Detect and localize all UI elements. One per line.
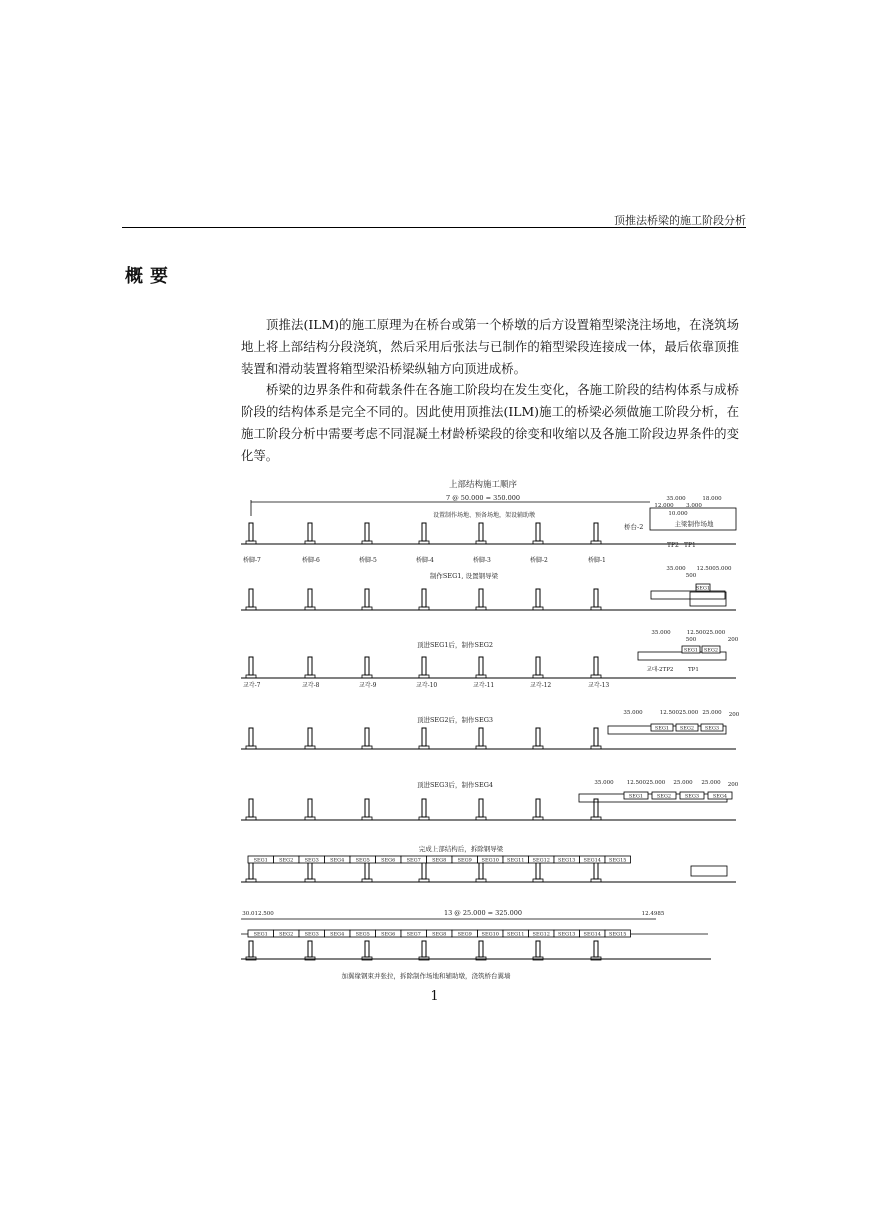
stage6-caption: 完成上部结构后，拆除钢导梁 [418, 845, 504, 853]
stage6-seg-3-label: SEG3 [304, 857, 319, 864]
stage4-pier-1 [249, 728, 253, 746]
header-rule [122, 227, 746, 228]
stage6-pier-5 [479, 861, 483, 879]
stage6-seg-14-label: SEG14 [583, 857, 601, 864]
pier-label-1: 桥脚-7 [243, 557, 261, 564]
span-dimension: 7 @ 50.000 = 350.000 [446, 494, 520, 502]
stage7-seg-14-label: SEG14 [583, 931, 601, 938]
stage4-pier-7 [594, 728, 598, 746]
stage3-caption: 顶进SEG1后，制作SEG2 [416, 641, 494, 649]
yard-dim-1: 35.000 [666, 496, 686, 502]
stage7-seg-6-label: SEG6 [381, 931, 396, 938]
stage1-caption: 设置制作场地、预备场地，架设辅助墩 [432, 512, 536, 519]
stage7-seg-9-label: SEG9 [457, 931, 472, 938]
pier-label-5: 桥脚-3 [473, 557, 491, 564]
stage6-seg-10-label: SEG10 [481, 857, 499, 864]
stage5-caption: 顶进SEG3后，制作SEG4 [416, 781, 494, 789]
figure-title: 上部结构施工顺序 [448, 480, 518, 490]
yard-dim-4: 3.000 [686, 503, 702, 509]
paragraph-2: 桥梁的边界条件和荷载条件在各施工阶段均在发生变化，各施工阶段的结构体系与成桥阶段的结构体系是完全不同的。因此使用顶推法(ILM)施工的桥梁必须做施工阶段分析，在施工阶段分析中需要考虑不同混凝土材龄桥梁段的徐变和收缩以及各施工阶段边界条件的变化等。 [241, 382, 739, 463]
stage6-pier-7 [594, 861, 598, 879]
stage6-seg-4-label: SEG4 [330, 857, 345, 864]
stage7-seg-3-label: SEG3 [304, 931, 319, 938]
section-title: 概要 [125, 266, 175, 287]
yard-label: 主梁制作场地 [674, 520, 714, 528]
stage2-pier-1 [249, 589, 253, 607]
stage3-seg-2-label: SEG2 [703, 647, 719, 654]
stage3-pier-4 [422, 657, 426, 675]
stage6-pier-4 [422, 861, 426, 879]
stage7-seg-15-label: SEG15 [609, 931, 627, 938]
stage3-tp-label: 교대-2TP2 [646, 667, 674, 673]
stage6-seg-9-label: SEG9 [457, 857, 472, 864]
pier-label-alt-7: 교각-13 [588, 682, 610, 689]
construction-sequence-drawing [236, 476, 746, 986]
total-dimension: 13 @ 25.000 = 325.000 [443, 909, 523, 917]
stage1-pier-5 [479, 523, 483, 541]
stage5-dim-5: 200 [727, 782, 739, 788]
page-number: 1 [430, 989, 439, 1004]
pier-label-2: 桥脚-6 [302, 557, 320, 564]
stage6-seg-2-label: SEG2 [279, 857, 294, 864]
body-text [241, 314, 739, 467]
stage4-seg-3-label: SEG3 [704, 725, 720, 732]
stage3-pier-7 [594, 657, 598, 675]
stage6-seg-7-label: SEG7 [406, 857, 421, 864]
stage2-caption: 制作SEG1, 设置钢导梁 [429, 572, 499, 580]
stage3-pier-5 [479, 657, 483, 675]
stage6-seg-1-label: SEG1 [253, 857, 268, 864]
stage3-tp1-label: TP1 [688, 667, 699, 673]
construction-sequence-figure [236, 476, 746, 986]
stage2-pier-5 [479, 589, 483, 607]
stage1-pier-1 [249, 523, 253, 541]
stage7-seg-7-label: SEG7 [406, 931, 421, 938]
stage4-pier-2 [308, 728, 312, 746]
stage6-seg-15-label: SEG15 [609, 857, 627, 864]
stage3-dim-1: 35.000 [651, 630, 671, 636]
stage5-dim-4: 25.000 [701, 780, 721, 786]
pier-label-4: 桥脚-4 [416, 557, 434, 564]
stage6-pier-2 [308, 861, 312, 879]
pier-label-alt-3: 교각-9 [359, 682, 377, 689]
stage7-pier-3 [365, 941, 369, 957]
pier-label-alt-6: 교각-12 [530, 682, 552, 689]
stage6-pier-1 [249, 861, 253, 879]
stage4-dim-3: 25.000 [702, 710, 722, 716]
stage3-seg-1-label: SEG1 [683, 647, 699, 654]
stage5-pier-1 [249, 799, 253, 817]
stage5-seg-1-label: SEG1 [628, 793, 644, 800]
header-title: 顶推法桥梁的施工阶段分析 [614, 214, 746, 227]
tp2-label: TP2 [667, 542, 679, 549]
tp1-label: TP1 [684, 542, 696, 549]
stage2-pier-3 [365, 589, 369, 607]
stage7-seg-2-label: SEG2 [279, 931, 294, 938]
stage6-pier-6 [536, 861, 540, 879]
pier-label-alt-4: 교각-10 [416, 682, 438, 689]
stage5-seg-2-label: SEG2 [656, 793, 672, 800]
yard-dim-5: 10.000 [668, 511, 688, 517]
stage5-seg-3-label: SEG3 [684, 793, 700, 800]
pier-label-6: 桥脚-2 [530, 557, 548, 564]
stage2-dim-3: 500 [685, 573, 697, 579]
stage5-pier-2 [308, 799, 312, 817]
stage7-pier-2 [308, 941, 312, 957]
stage4-seg-2-label: SEG2 [679, 725, 695, 732]
stage7-caption: 加翼缘钢束并张拉，拆除制作场地和辅助墩，浇筑桥台翼墙 [341, 972, 511, 980]
yard-dim-2: 18.000 [702, 496, 722, 502]
stage4-dim-2: 12.50025.000 [659, 710, 699, 716]
stage7-pier-5 [479, 941, 483, 957]
right-end-dim: 12.4985 [641, 911, 665, 917]
stage4-pier-6 [536, 728, 540, 746]
stage6-seg-13-label: SEG13 [558, 857, 576, 864]
stage2-dim-1: 35.000 [666, 566, 686, 572]
left-end-dim: 30.012.500 [242, 911, 274, 917]
stage3-pier-2 [308, 657, 312, 675]
stage4-dim-1: 35.000 [623, 710, 643, 716]
stage3-dim-2: 12.50025.000 [686, 630, 726, 636]
stage2-dim-2: 12.5005.000 [696, 566, 732, 572]
stage4-caption: 顶进SEG2后，制作SEG3 [416, 716, 494, 724]
stage4-pier-4 [422, 728, 426, 746]
stage3-dim-3: 500 [685, 637, 697, 643]
stage6-seg-12-label: SEG12 [532, 857, 550, 864]
stage1-pier-6 [536, 523, 540, 541]
stage7-pier-4 [422, 941, 426, 957]
stage7-seg-12-label: SEG12 [532, 931, 550, 938]
stage7-seg-5-label: SEG5 [355, 931, 370, 938]
stage5-pier-4 [422, 799, 426, 817]
stage5-dim-2: 12.50025.000 [626, 780, 666, 786]
stage2-pier-4 [422, 589, 426, 607]
stage5-dim-1: 35.000 [594, 780, 614, 786]
stage6-yard [691, 866, 727, 876]
stage4-seg-1-label: SEG1 [654, 725, 670, 732]
stage1-pier-4 [422, 523, 426, 541]
stage2-pier-2 [308, 589, 312, 607]
running-header [122, 208, 746, 228]
stage4-pier-5 [479, 728, 483, 746]
stage4-pier-3 [365, 728, 369, 746]
stage5-pier-3 [365, 799, 369, 817]
pier-label-7: 桥脚-1 [588, 557, 606, 564]
stage5-pier-5 [479, 799, 483, 817]
stage1-pier-3 [365, 523, 369, 541]
pier-label-3: 桥脚-5 [359, 557, 377, 564]
paragraph-1: 顶推法(ILM)的施工原理为在桥台或第一个桥墩的后方设置箱型梁浇注场地，在浇筑场地上将上部结构分段浇筑，然后采用后张法与已制作的箱型梁段连接成一体，最后依靠顶推装置和滑动装置将箱型梁沿桥梁纵轴方向顶进成桥。 [241, 317, 739, 376]
stage7-pier-1 [249, 941, 253, 957]
stage6-pier-3 [365, 861, 369, 879]
stage6-seg-6-label: SEG6 [381, 857, 396, 864]
stage7-seg-4-label: SEG4 [330, 931, 345, 938]
stage5-pier-6 [536, 799, 540, 817]
stage4-dim-4: 200 [728, 712, 740, 718]
stage3-pier-6 [536, 657, 540, 675]
stage2-pier-7 [594, 589, 598, 607]
stage7-seg-1-label: SEG1 [253, 931, 268, 938]
stage6-seg-5-label: SEG5 [355, 857, 370, 864]
stage3-pier-3 [365, 657, 369, 675]
yard-dim-3: 12.000 [654, 503, 674, 509]
abutment-label: 桥台-2 [624, 523, 644, 531]
stage3-dim-4: 200 [727, 637, 739, 643]
stage7-seg-8-label: SEG8 [432, 931, 447, 938]
stage7-pier-7 [594, 941, 598, 957]
stage7-seg-13-label: SEG13 [558, 931, 576, 938]
stage7-pier-6 [536, 941, 540, 957]
stage1-pier-2 [308, 523, 312, 541]
stage7-seg-11-label: SEG11 [507, 931, 525, 938]
pier-label-alt-2: 교각-8 [302, 682, 320, 689]
stage3-pier-1 [249, 657, 253, 675]
stage6-seg-8-label: SEG8 [432, 857, 447, 864]
stage6-seg-11-label: SEG11 [507, 857, 525, 864]
stage5-seg-4-label: SEG4 [712, 793, 728, 800]
pier-label-alt-5: 교각-11 [473, 682, 495, 689]
stage7-seg-10-label: SEG10 [481, 931, 499, 938]
stage5-dim-3: 25.000 [673, 780, 693, 786]
stage2-pier-6 [536, 589, 540, 607]
stage2-seg-1-label: SEG1 [695, 585, 711, 592]
stage1-pier-7 [594, 523, 598, 541]
pier-label-alt-1: 교각-7 [243, 682, 261, 689]
